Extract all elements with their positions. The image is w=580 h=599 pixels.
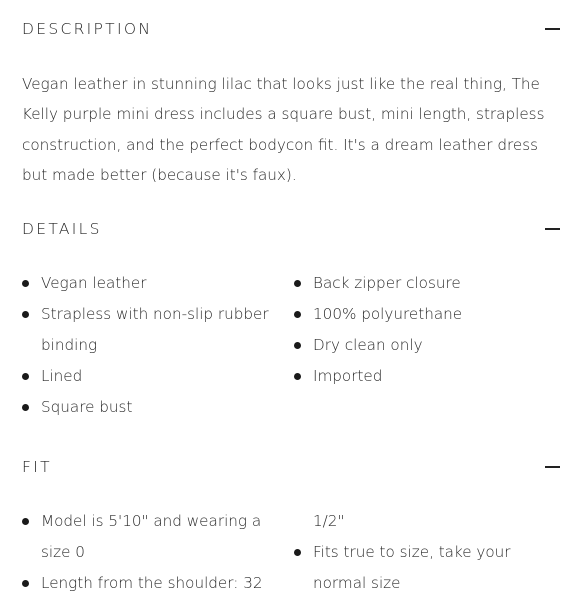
bullet-icon [22, 280, 29, 287]
bullet-icon [22, 373, 29, 380]
fit-header[interactable] [22, 455, 560, 479]
details-title: DETAILS [22, 220, 102, 238]
list-item: Model is 5'10" and wearing a size 0 [22, 506, 284, 568]
collapse-minus-icon[interactable] [544, 222, 560, 236]
list-item: Fits true to size, take your normal size [294, 537, 554, 599]
bullet-icon [294, 342, 301, 349]
collapse-minus-icon[interactable] [544, 460, 560, 474]
list-item: Strapless with non-slip rubber binding [22, 299, 272, 361]
list-item: Vegan leather [22, 268, 272, 299]
list-item: Length from the shoulder: 32 [22, 568, 284, 599]
list-item: 100% polyurethane [294, 299, 554, 330]
details-list-right [294, 268, 554, 392]
bullet-icon [294, 280, 301, 287]
fit-list-left [22, 506, 284, 599]
list-item: Back zipper closure [294, 268, 554, 299]
list-item: Lined [22, 361, 272, 392]
bullet-icon [294, 549, 301, 556]
fit-title: FIT [22, 458, 52, 476]
list-item: Imported [294, 361, 554, 392]
list-item: Square bust [22, 392, 272, 423]
bullet-icon [22, 518, 29, 525]
bullet-icon [22, 404, 29, 411]
fit-list-right [294, 506, 554, 599]
details-header[interactable] [22, 217, 560, 241]
description-text: Vegan leather in stunning lilac that looks just like the real thing, The Kelly purple mini dress includes a square bust, mini length, strapless construction, and the perfect bodycon fit. It's a dream leather dress but made better (because it's faux). [22, 75, 545, 184]
details-list-left [22, 268, 272, 423]
bullet-icon [294, 373, 301, 380]
collapse-minus-icon[interactable] [544, 22, 560, 36]
bullet-icon [22, 580, 29, 587]
list-item-continuation: 1/2" [313, 512, 345, 530]
bullet-icon [22, 311, 29, 318]
bullet-icon [294, 311, 301, 318]
description-header[interactable] [22, 17, 560, 41]
list-item: Dry clean only [294, 330, 554, 361]
description-title: DESCRIPTION [22, 20, 153, 38]
